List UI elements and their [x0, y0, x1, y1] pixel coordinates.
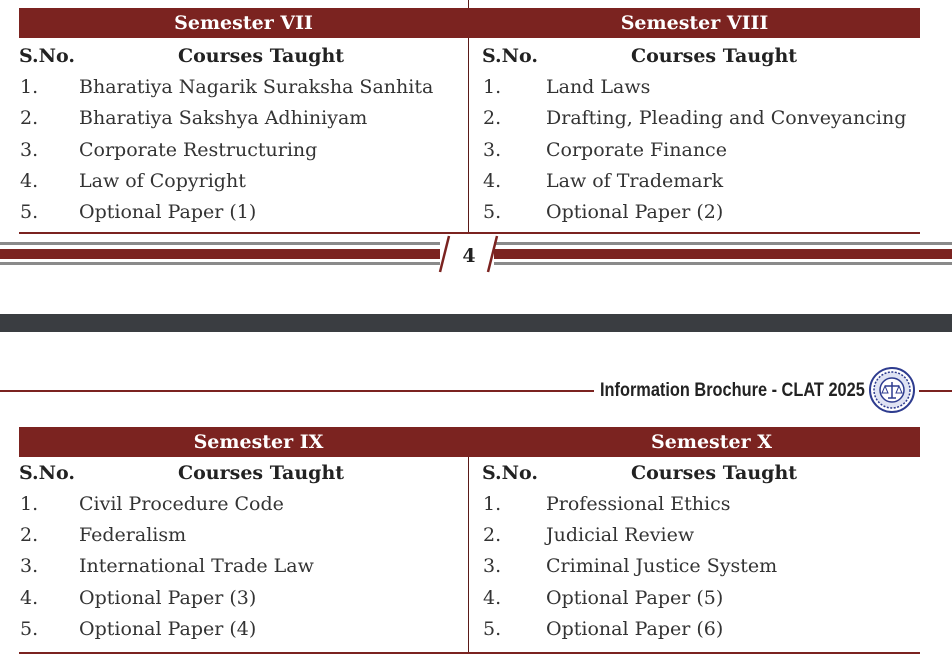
row-number: 4. [20, 170, 39, 192]
courses-header-right: Courses Taught [631, 462, 798, 484]
course-name: Judicial Review [546, 524, 695, 546]
row-number: 5. [483, 201, 502, 223]
sno-header-left: S.No. [19, 45, 75, 67]
row-number: 2. [20, 107, 39, 129]
semester-title-right: Semester X [651, 431, 772, 453]
page-separator [0, 314, 952, 332]
semester-title-right: Semester VIII [620, 12, 769, 34]
university-seal-icon [869, 367, 915, 413]
row-number: 3. [483, 139, 502, 161]
row-number: 2. [483, 107, 502, 129]
course-name: Corporate Finance [546, 139, 727, 161]
course-name: Land Laws [546, 76, 651, 98]
row-number: 4. [483, 170, 502, 192]
course-name: Optional Paper (5) [546, 587, 724, 609]
semester-table-bottom [19, 427, 920, 655]
sno-header-left: S.No. [19, 462, 75, 484]
row-number: 5. [20, 618, 39, 640]
header-line-left [0, 390, 594, 392]
course-name: Optional Paper (3) [79, 587, 257, 609]
row-number: 4. [483, 587, 502, 609]
semester-title-left: Semester VII [174, 12, 313, 34]
semester-table-top [19, 8, 920, 236]
course-name: Optional Paper (4) [79, 618, 257, 640]
course-name: Bharatiya Sakshya Adhiniyam [79, 107, 368, 129]
row-number: 1. [20, 493, 39, 515]
page-number: 4 [462, 245, 476, 267]
sno-header-right: S.No. [482, 462, 538, 484]
course-name: Criminal Justice System [546, 555, 778, 577]
row-number: 2. [483, 524, 502, 546]
row-number: 1. [483, 493, 502, 515]
course-name: Drafting, Pleading and Conveyancing [546, 107, 907, 129]
courses-header-left: Courses Taught [178, 45, 345, 67]
row-number: 1. [483, 76, 502, 98]
course-name: Law of Copyright [79, 170, 246, 192]
row-number: 5. [20, 201, 39, 223]
courses-header-left: Courses Taught [178, 462, 345, 484]
sno-header-right: S.No. [482, 45, 538, 67]
course-name: International Trade Law [79, 555, 314, 577]
course-name: Optional Paper (2) [546, 201, 724, 223]
course-name: Professional Ethics [546, 493, 731, 515]
row-number: 3. [20, 139, 39, 161]
brochure-title: Information Brochure - CLAT 2025 [600, 380, 865, 401]
row-number: 4. [20, 587, 39, 609]
course-name: Optional Paper (6) [546, 618, 724, 640]
course-name: Federalism [79, 524, 187, 546]
course-name: Bharatiya Nagarik Suraksha Sanhita [79, 76, 434, 98]
row-number: 2. [20, 524, 39, 546]
course-name: Optional Paper (1) [79, 201, 257, 223]
courses-header-right: Courses Taught [631, 45, 798, 67]
semester-title-left: Semester IX [193, 431, 324, 453]
table-bottom-rule [19, 652, 920, 654]
course-name: Corporate Restructuring [79, 139, 318, 161]
row-number: 3. [483, 555, 502, 577]
header-line-right [919, 390, 952, 392]
course-name: Law of Trademark [546, 170, 724, 192]
course-name: Civil Procedure Code [79, 493, 284, 515]
row-number: 3. [20, 555, 39, 577]
row-number: 5. [483, 618, 502, 640]
column-divider [468, 457, 469, 653]
row-number: 1. [20, 76, 39, 98]
